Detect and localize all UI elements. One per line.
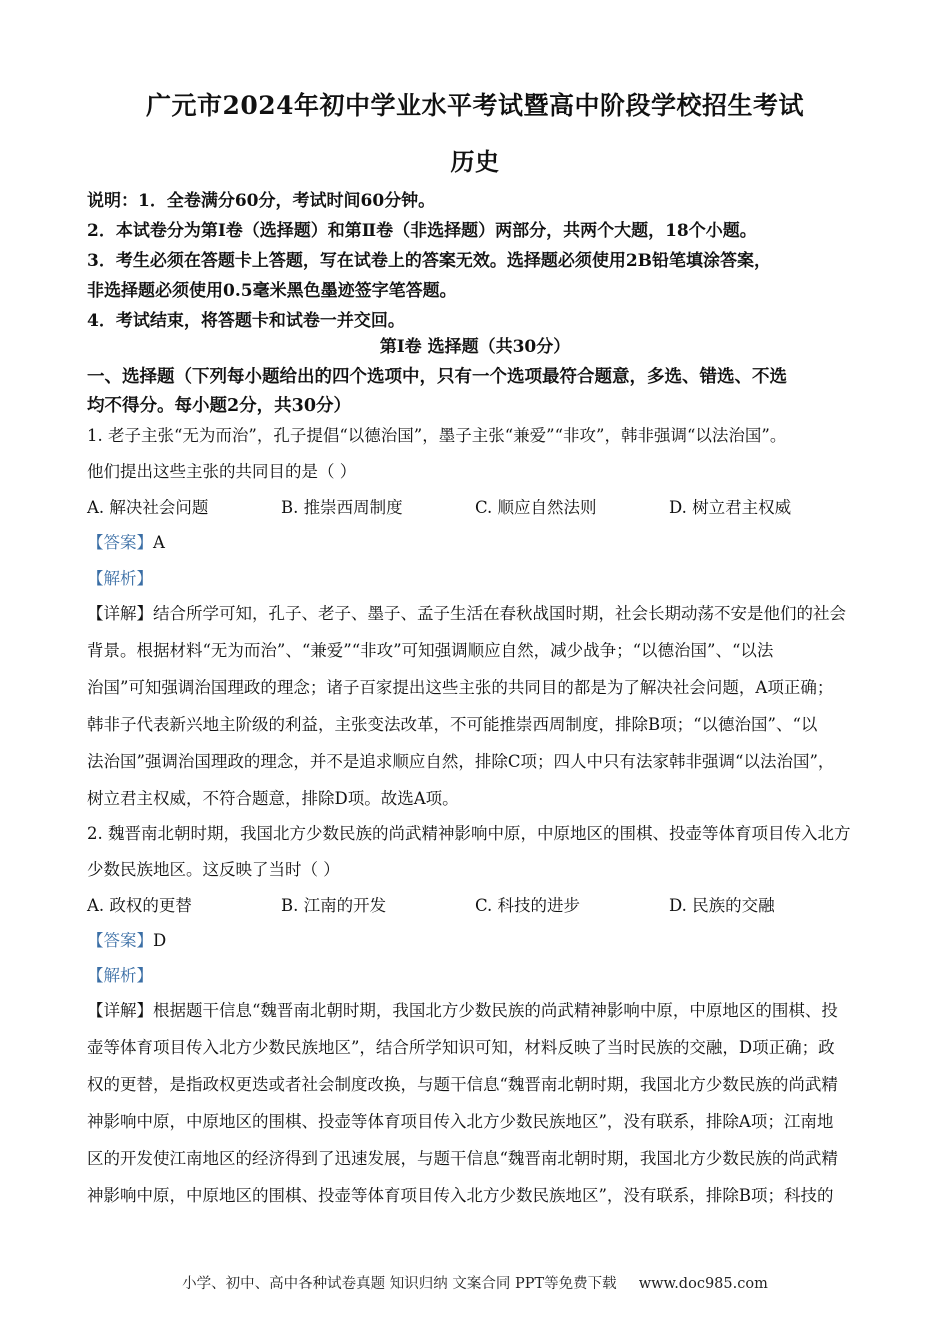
detail-line: 神影响中原，中原地区的围棋、投壶等体育项目传入北方少数民族地区”，没有联系，排除B项；科技的 xyxy=(87,1186,834,1205)
answer-value: A xyxy=(153,533,165,552)
answer-tag: 【答案】 xyxy=(87,533,153,552)
detail-text: 根据题干信息“魏晋南北朝时期，我国北方少数民族的尚武精神影响中原，中原地区的围棋、投 xyxy=(153,1001,838,1020)
option-d: D. 民族的交融 xyxy=(669,896,775,915)
analysis-line xyxy=(87,565,877,589)
detail-line: 树立君主权威，不符合题意，排除D项。故选A项。 xyxy=(87,789,459,808)
page-footer xyxy=(0,1272,950,1293)
subject-title: 历史 xyxy=(450,147,500,176)
option-a: A. 政权的更替 xyxy=(87,896,192,915)
answer-tag: 【答案】 xyxy=(87,931,153,950)
option-a: A. 解决社会问题 xyxy=(87,498,209,517)
instruction-line: 说明：1．全卷满分60分，考试时间60分钟。 xyxy=(87,191,436,211)
option-c: C. 顺应自然法则 xyxy=(475,498,597,517)
answer-line xyxy=(87,927,877,951)
detail-line: 背景。根据材料“无为而治”、“兼爱”“非攻”可知强调顺应自然，减少战争；“以德治国”、“以法 xyxy=(87,641,774,660)
detail-line: 壶等体育项目传入北方少数民族地区”，结合所学知识可知，材料反映了当时民族的交融，D项正确；政 xyxy=(87,1038,835,1057)
section-heading: 一、选择题（下列每小题给出的四个选项中，只有一个选项最符合题意，多选、错选、不选 xyxy=(87,367,787,387)
instruction-line: 4．考试结束，将答题卡和试卷一并交回。 xyxy=(87,311,405,331)
instruction-line: 2．本试卷分为第Ⅰ卷（选择题）和第Ⅱ卷（非选择题）两部分，共两个大题，18个小题。 xyxy=(87,221,757,241)
analysis-line xyxy=(87,962,877,986)
answer-value: D xyxy=(153,931,167,950)
question-stem: 2. 魏晋南北朝时期，我国北方少数民族的尚武精神影响中原，中原地区的围棋、投壶等体育项目传入北方 xyxy=(87,824,851,843)
question-stem: 少数民族地区。这反映了当时（ ） xyxy=(87,860,340,879)
detail-line: 法治国”强调治国理政的理念，并不是追求顺应自然，排除C项；四人中只有法家韩非强调“以法治国”， xyxy=(87,752,835,771)
detail-line: 区的开发使江南地区的经济得到了迅速发展，与题干信息“魏晋南北朝时期，我国北方少数民族的尚武精 xyxy=(87,1149,838,1168)
answer-line xyxy=(87,529,877,553)
instruction-line: 非选择题必须使用0.5毫米黑色墨迹签字笔答题。 xyxy=(87,281,457,301)
detail-tag: 【详解】 xyxy=(87,604,153,623)
detail-line: 神影响中原，中原地区的围棋、投壶等体育项目传入北方少数民族地区”，没有联系，排除A项；江南地 xyxy=(87,1112,834,1131)
option-b: B. 江南的开发 xyxy=(281,896,387,915)
instruction-line: 3．考生必须在答题卡上答题，写在试卷上的答案无效。选择题必须使用2B铅笔填涂答案， xyxy=(87,251,772,271)
analysis-tag: 【解析】 xyxy=(87,569,153,588)
option-c: C. 科技的进步 xyxy=(475,896,581,915)
detail-line: 权的更替，是指政权更迭或者社会制度改换，与题干信息“魏晋南北朝时期，我国北方少数民族的尚武精 xyxy=(87,1075,838,1094)
detail-line xyxy=(87,997,877,1021)
footer-link[interactable]: www.doc985.com xyxy=(638,1276,768,1292)
option-b: B. 推崇西周制度 xyxy=(281,498,403,517)
question-stem: 他们提出这些主张的共同目的是（ ） xyxy=(87,462,357,481)
detail-line: 韩非子代表新兴地主阶级的利益，主张变法改革，不可能推崇西周制度，排除B项；“以德治国”、“以 xyxy=(87,715,818,734)
detail-line: 治国”可知强调治国理政的理念；诸子百家提出这些主张的共同目的都是为了解决社会问题，A项正确； xyxy=(87,678,834,697)
detail-line xyxy=(87,600,877,624)
question-stem: 1. 老子主张“无为而治”，孔子提倡“以德治国”，墨子主张“兼爱”“非攻”，韩非强调“以法治国”。 xyxy=(87,426,787,445)
exam-title: 广元市2024年初中学业水平考试暨高中阶段学校招生考试 xyxy=(145,91,805,120)
part-heading: 第Ⅰ卷 选择题（共30分） xyxy=(379,337,571,357)
footer-text: 小学、初中、高中各种试卷真题 知识归纳 文案合同 PPT等免费下载 xyxy=(182,1276,617,1292)
option-d: D. 树立君主权威 xyxy=(669,498,792,517)
analysis-tag: 【解析】 xyxy=(87,966,153,985)
section-heading: 均不得分。每小题2分，共30分） xyxy=(87,396,352,416)
detail-text: 结合所学可知，孔子、老子、墨子、孟子生活在春秋战国时期，社会长期动荡不安是他们的社会 xyxy=(153,604,846,623)
detail-tag: 【详解】 xyxy=(87,1001,153,1020)
